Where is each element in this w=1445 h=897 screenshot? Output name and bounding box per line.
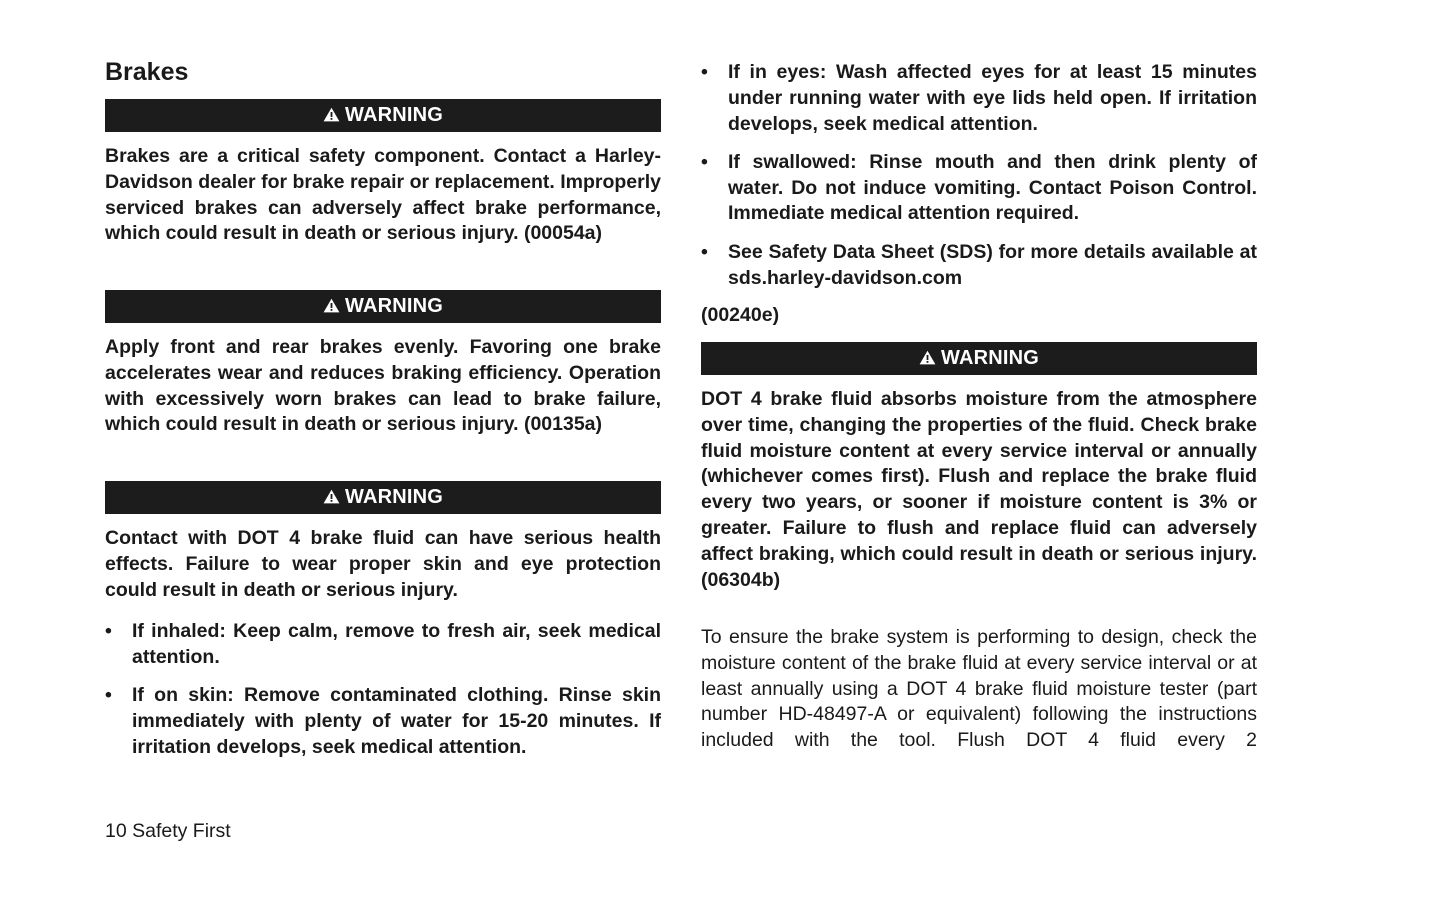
warning-bar [701,342,1257,375]
list-item-text: If inhaled: Keep calm, remove to fresh air, seek medical attention. [132,620,661,668]
list-item [105,683,661,760]
section-heading: Brakes [105,58,189,86]
page-footer: 10 Safety First [105,820,231,842]
bullet-dot: • [701,61,708,83]
list-item [701,60,1257,137]
bullet-dot: • [701,240,708,263]
list-item-text: If swallowed: Rinse mouth and then drink plenty of water. Do not induce vomiting. Contact Poison Control. Immediate medical attention required. [728,150,1257,225]
warning-label: WARNING [940,347,1040,369]
warning-label: WARNING [344,295,444,317]
warning-triangle-icon [919,350,936,365]
reference-code: (00240e) [701,304,780,326]
warning-label: WARNING [344,104,444,126]
list-item [105,619,661,671]
warning-triangle-icon [323,489,340,504]
bullet-list [701,60,1257,304]
warning-label: WARNING [344,486,444,508]
list-item-text: If in eyes: Wash affected eyes for at least 15 minutes under running water with eye lids held open. If irritation develops, seek medical attention. [728,61,1257,135]
warning-bar [105,290,661,323]
list-item-text: If on skin: Remove contaminated clothing. Rinse skin immediately with plenty of water for 15-20 minutes. If irritation develops, seek medical attention. [132,684,661,758]
list-item [701,150,1257,227]
bullet-dot: • [701,150,708,173]
bullet-dot: • [105,684,112,707]
warning-triangle-icon [323,298,340,313]
warning-bar [105,99,661,132]
list-item-text: See Safety Data Sheet (SDS) for more details available at sds.harley-davidson.com [728,240,1257,289]
bullet-dot: • [105,620,112,642]
bullet-list [105,619,661,773]
warning-text: Contact with DOT 4 brake fluid can have serious health effects. Failure to wear proper skin and eye protection could result in death or serious injury. [105,527,661,601]
warning-text: DOT 4 brake fluid absorbs moisture from the atmosphere over time, changing the properties of the fluid. Check brake fluid moisture content at every service interval or annually (whichever comes first). Flush and replace the brake fluid every two years, or sooner if moisture content is 3% or greater. Failure to flush and replace fluid can adversely affect braking, which could result in death or serious injury. (06304b) [701,388,1257,591]
body-paragraph: To ensure the brake system is performing to design, check the moisture content of the brake fluid at every service interval or at least annually using a DOT 4 brake fluid moisture tester (part number HD-48497-A or equivalent) following the instructions included with the tool. Flush DOT 4 fluid every 2 [701,626,1257,752]
list-item [701,240,1257,292]
warning-text: Apply front and rear brakes evenly. Favoring one brake accelerates wear and reduces braking efficiency. Operation with excessively worn brakes can lead to brake failure, which could result in death or serious injury. (00135a) [105,336,661,436]
warning-bar [105,481,661,514]
warning-text: Brakes are a critical safety component. Contact a Harley-Davidson dealer for brake repair or replacement. Improperly serviced brakes can adversely affect brake performance, which could result in death or serious injury. (00054a) [105,145,661,245]
warning-triangle-icon [323,107,340,122]
